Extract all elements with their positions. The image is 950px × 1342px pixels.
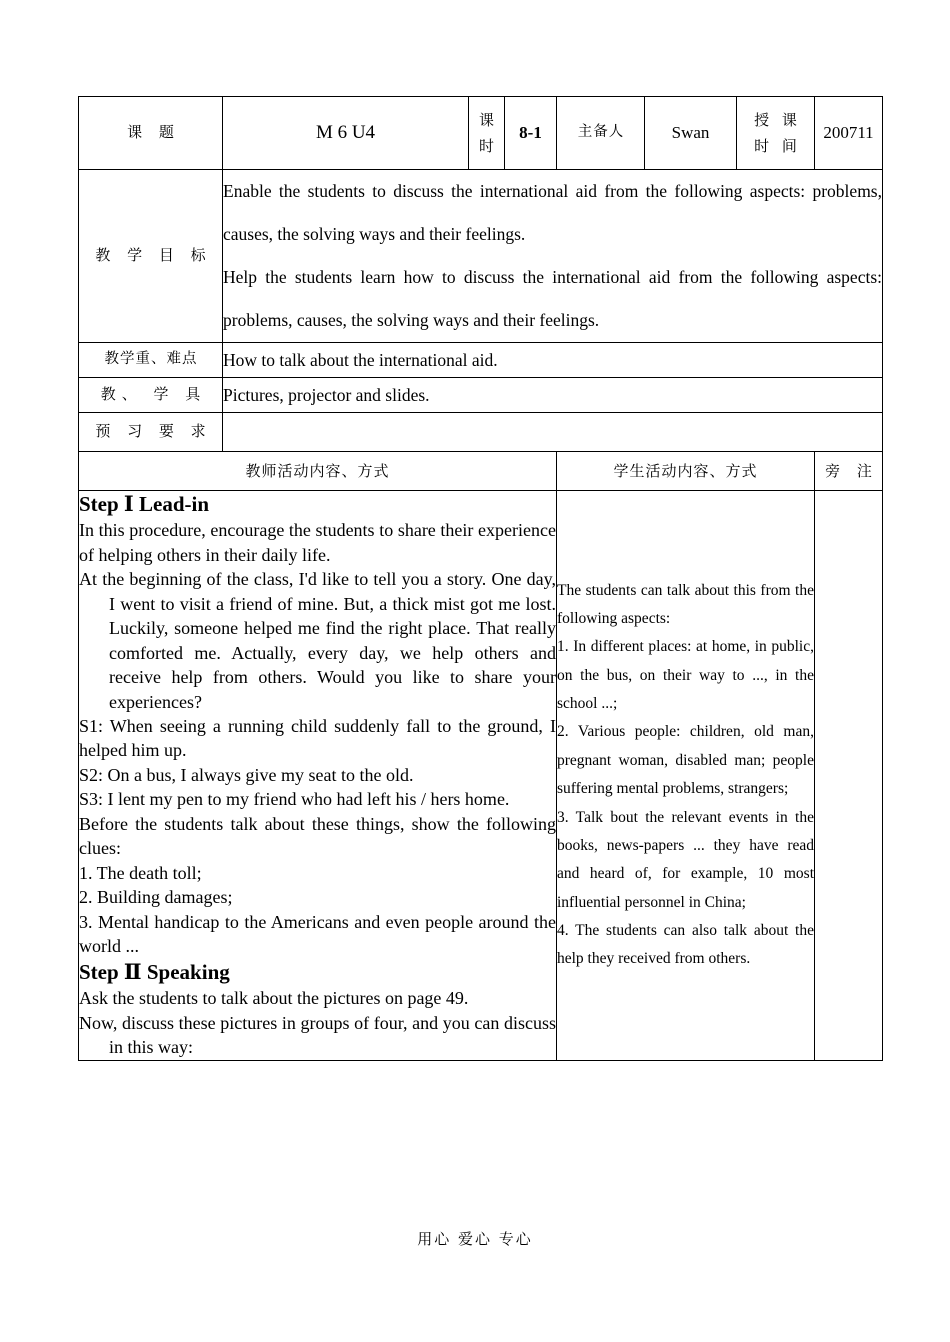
preparer-value: Swan xyxy=(645,97,737,170)
preview-label: 预 习 要 求 xyxy=(79,412,223,451)
objectives-line-2: Help the students learn how to discuss the international aid from the following aspects: problems, causes, the solving ways and their feelings. xyxy=(223,266,882,330)
preview-value xyxy=(223,412,883,451)
topic-value: M 6 U4 xyxy=(223,97,469,170)
period-label xyxy=(469,97,505,170)
teach-time-label-line2: 时 间 xyxy=(754,137,801,155)
teacher-paragraph-8: Now, discuss these pictures in groups of four, and you can discuss in this way: xyxy=(79,1012,556,1058)
student-item-4: 4. The students can also talk about the help they received from others. xyxy=(557,921,814,968)
teacher-column-header: 教师活动内容、方式 xyxy=(79,451,557,490)
notes-cell xyxy=(815,490,883,1060)
period-label-line2: 时 xyxy=(478,137,498,155)
tools-value: Pictures, projector and slides. xyxy=(223,377,883,412)
teacher-clue-2: 2. Building damages; xyxy=(79,887,233,908)
preview-row xyxy=(79,412,883,451)
teach-time-label xyxy=(737,97,815,170)
teacher-paragraph-3: S1: When seeing a running child suddenly fall to the ground, I helped him up. xyxy=(79,715,556,761)
objectives-row xyxy=(79,170,883,343)
teacher-activity-cell xyxy=(79,490,557,1060)
objectives-label: 教 学 目 标 xyxy=(79,170,223,343)
preparer-label: 主备人 xyxy=(557,97,645,170)
step-1-heading: Step Ⅰ Lead-in xyxy=(79,491,210,516)
student-item-2: 2. Various people: children, old man, pregnant woman, disabled man; people suffering mental problems, strangers; xyxy=(557,723,814,798)
lesson-plan-table xyxy=(78,96,883,1061)
step-2-heading: Step Ⅱ Speaking xyxy=(79,959,230,984)
topic-label: 课 题 xyxy=(79,97,223,170)
student-intro: The students can talk about this from the following aspects: xyxy=(557,581,814,627)
key-points-label: 教学重、难点 xyxy=(79,342,223,377)
teacher-paragraph-4: S2: On a bus, I always give my seat to the old. xyxy=(79,764,414,785)
student-item-3: 3. Talk bout the relevant events in the books, news-papers ... they have read and heard of, for example, 10 most influential personnel in China; xyxy=(557,808,814,911)
period-label-line1: 课 xyxy=(478,110,498,129)
teacher-paragraph-5: S3: I lent my pen to my friend who had left his / hers home. xyxy=(79,789,510,810)
teacher-paragraph-1: In this procedure, encourage the students to share their experience of helping others in their daily life. xyxy=(79,520,556,565)
teach-time-label-line1: 授 课 xyxy=(754,110,801,129)
period-value: 8-1 xyxy=(505,97,557,170)
page-footer-note: 用心 爱心 专心 xyxy=(417,1230,533,1248)
student-activity-cell xyxy=(557,490,815,1060)
key-points-row xyxy=(79,342,883,377)
header-row xyxy=(79,97,883,170)
tools-label: 教、 学 具 xyxy=(79,377,223,412)
notes-column-header: 旁 注 xyxy=(815,451,883,490)
teacher-clue-3: 3. Mental handicap to the Americans and even people around the world ... xyxy=(79,911,556,957)
activity-column-header-row xyxy=(79,451,883,490)
objectives-value xyxy=(223,170,883,343)
teach-time-value: 200711 xyxy=(815,97,883,170)
student-item-1: 1. In different places: at home, in public, on the bus, on their way to ..., in the school ...; xyxy=(557,638,814,713)
tools-row xyxy=(79,377,883,412)
activity-body-row xyxy=(79,490,883,1060)
objectives-line-1: Enable the students to discuss the international aid from the following aspects: problems, causes, the solving ways and their feelings. xyxy=(223,181,882,244)
teacher-paragraph-7: Ask the students to talk about the pictures on page 49. xyxy=(79,988,469,1009)
teacher-paragraph-6: Before the students talk about these things, show the following clues: xyxy=(79,813,556,859)
teacher-paragraph-2: At the beginning of the class, I'd like to tell you a story. One day, I went to visit a friend of mine. But, a thick mist got me lost. Luckily, someone helped me find the right place. That really comforted me. Actually, every day, we help others and receive help from others. Would you like to share your experiences? xyxy=(79,569,556,712)
teacher-clue-1: 1. The death toll; xyxy=(79,862,202,883)
key-points-value: How to talk about the international aid. xyxy=(223,342,883,377)
student-column-header: 学生活动内容、方式 xyxy=(557,451,815,490)
